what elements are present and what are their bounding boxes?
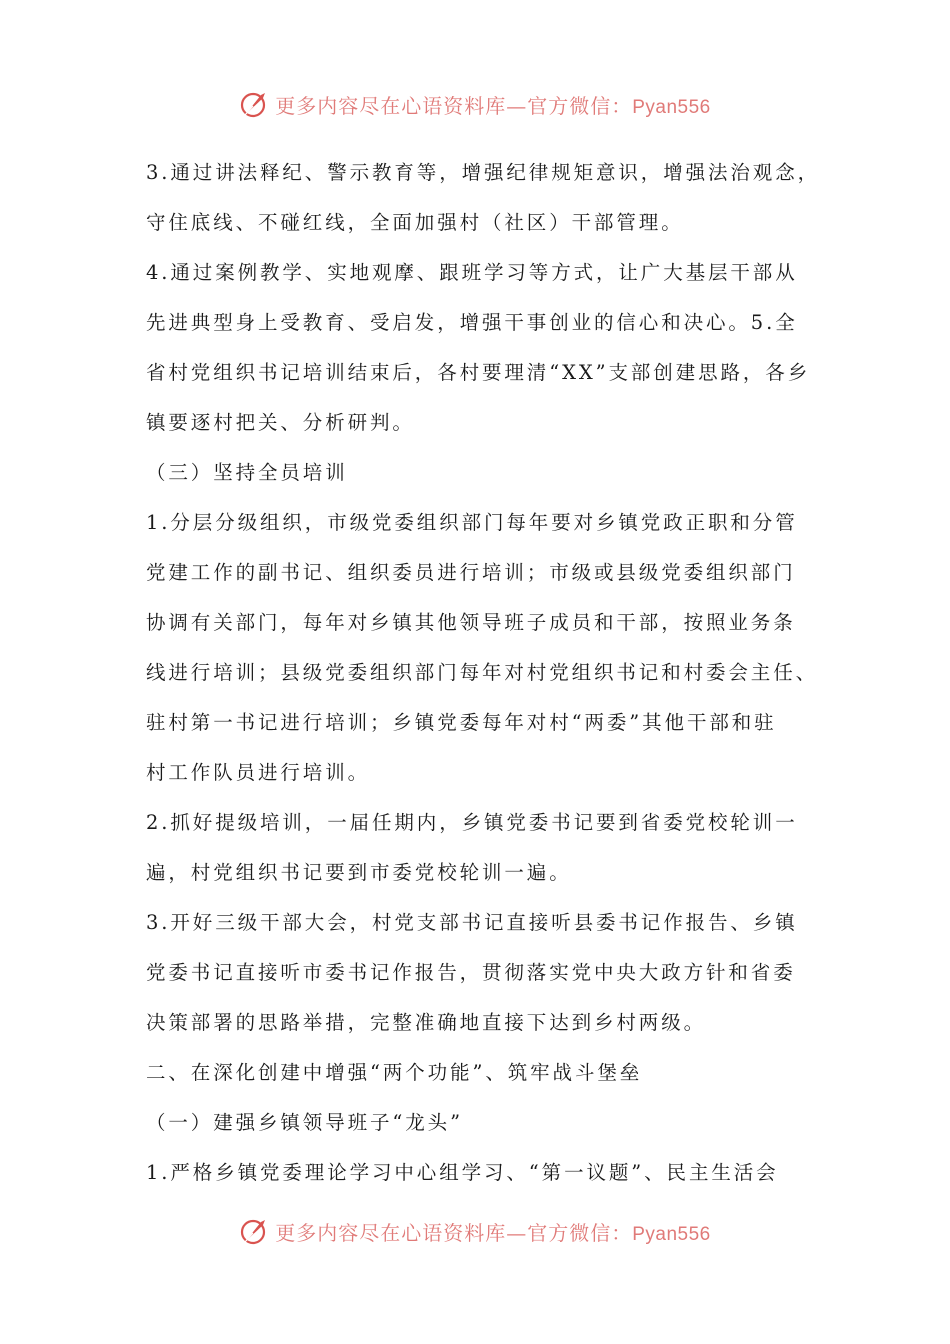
section-heading: （三）坚持全员培训 <box>146 461 348 484</box>
watermark-wechat-id: Pyan556 <box>632 96 711 118</box>
text-line: 2.抓好提级培训，一届任期内，乡镇党委书记要到省委党校轮训一 <box>146 811 798 834</box>
quill-logo-icon <box>239 89 269 119</box>
text-line: 协调有关部门，每年对乡镇其他领导班子成员和干部，按照业务条 <box>146 611 796 634</box>
watermark-header <box>0 84 950 124</box>
text-line: 党建工作的副书记、组织委员进行培训；市级或县级党委组织部门 <box>146 561 796 584</box>
text-line: 守住底线、不碰红线，全面加强村（社区）干部管理。 <box>146 211 684 234</box>
text-line: 线进行培训；县级党委组织部门每年对村党组织书记和村委会主任、 <box>146 661 819 684</box>
watermark-wechat-id: Pyan556 <box>632 1223 711 1245</box>
text-line: 省村党组织书记培训结束后，各村要理清“XX”支部创建思路，各乡 <box>146 361 811 384</box>
chapter-heading: 二、在深化创建中增强“两个功能”、筑牢战斗堡垒 <box>146 1061 643 1084</box>
section-heading: （一）建强乡镇领导班子“龙头” <box>146 1111 463 1134</box>
text-line: 镇要逐村把关、分析研判。 <box>146 411 415 434</box>
text-line: 遍，村党组织书记要到市委党校轮训一遍。 <box>146 861 572 884</box>
text-line: 村工作队员进行培训。 <box>146 761 371 784</box>
quill-logo-icon <box>239 1216 269 1246</box>
text-line: 4.通过案例教学、实地观摩、跟班学习等方式，让广大基层干部从 <box>146 261 798 284</box>
text-line: 党委书记直接听市委书记作报告，贯彻落实党中央大政方针和省委 <box>146 961 796 984</box>
text-line: 驻村第一书记进行培训；乡镇党委每年对村“两委”其他干部和驻 <box>146 711 777 734</box>
text-line: 先进典型身上受教育、受启发，增强干事创业的信心和决心。5.全 <box>146 311 798 334</box>
text-line: 决策部署的思路举措，完整准确地直接下达到乡村两级。 <box>146 1011 707 1034</box>
watermark-text: 更多内容尽在心语资料库—官方微信：Pyan556 <box>275 93 711 118</box>
text-line: 1.严格乡镇党委理论学习中心组学习、“第一议题”、民主生活会 <box>146 1161 779 1184</box>
text-line: 1.分层分级组织，市级党委组织部门每年要对乡镇党政正职和分管 <box>146 511 798 534</box>
text-line: 3.通过讲法释纪、警示教育等，增强纪律规矩意识，增强法治观念， <box>146 161 821 184</box>
watermark-text: 更多内容尽在心语资料库—官方微信：Pyan556 <box>275 1220 711 1245</box>
text-line: 3.开好三级干部大会，村党支部书记直接听县委书记作报告、乡镇 <box>146 911 798 934</box>
watermark-footer <box>0 1211 950 1251</box>
document-body <box>146 148 821 1198</box>
